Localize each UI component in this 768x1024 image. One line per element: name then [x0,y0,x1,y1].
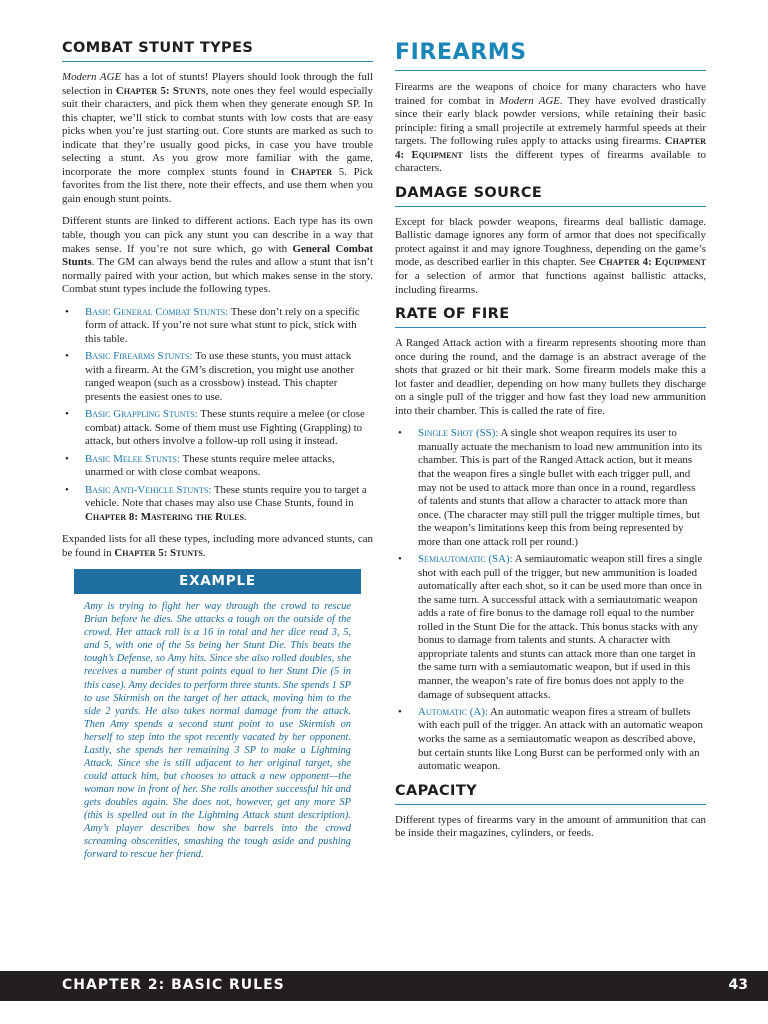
page-footer [0,971,768,1001]
left-column [62,40,373,861]
list-item: • Basic Grappling Stunts: These stunts require a melee (or close combat) attack. Some of them must use Fighting (Grappling) to attack, but others involve a follow-up roll using it instead. [62,408,373,449]
list-item: • Semiautomatic (SA): A semiautomatic weapon still fires a single shot with each pull of the trigger, but new ammunition is loaded automatically after each shot, so it can be used more than once in the same turn. A successful attack with a semiautomatic weapon adds a rate of fire bonus to the damage roll equal to the number rolled in the Stunt Die for the attack. This bonus stacks with any bonus to damage from talents and stunts. A character with appropriate talents and stunts can attack more than one target in the same turn with a semiautomatic weapon, but if used in this manner, the weapon’s rate of fire bonus does not apply to the damage of subsequent attacks. [395,553,706,702]
rate-of-fire-paragraph: A Ranged Attack action with a firearm represents shooting more than once during the round, and the damage is an abstract average of the shots that grazed or hit their mark. Some firearm models make this a lot faster and deadlier, depending on how many bullets they discharge on a single pull of the trigger and how fast they load new ammunition into their chamber. This is called the rate of fire. [395,337,706,417]
firearms-title: FIREARMS [395,40,706,71]
expanded-lists-paragraph: Expanded lists for all these types, including more advanced stunts, can be found in Chapter 5: Stunts. [62,533,373,559]
list-item: • Single Shot (SS): A single shot weapon requires its user to manually actuate the mechanism to load new ammunition into its chamber. This is part of the Ranged Attack action, but it means that the weapon fires a single bullet with each trigger pull, and may not be used to attack more than once in a round, regardless of talents and stunts that allow a character to attack more than once. (The character may still pull the trigger multiple times, but the weapon’s limitations keep this from being represented by more than one attack roll per round.) [395,427,706,549]
combat-stunts-intro-paragraph: Modern AGE has a lot of stunts! Players should look through the full selection in Chapter 5: Stunts, note ones they feel would especially suit their characters, and pick them when they generate enough SP. In this chapter, we’ll stick to combat stunts with low costs that are easy picks when you’re just starting out. Core stunts are marked as such to indicate that they’re usually good picks, in case you have trouble selecting a stunt. As you grow more familiar with the game, incorporate the more complex stunts found in Chapter 5. Pick favorites from the list there, note their effects, and use them when you gain enough stunt points. [62,71,373,205]
damage-source-paragraph: Except for black powder weapons, firearms deal ballistic damage. Ballistic damage ignores any form of armor that does not specifically protect against it and may ignore Toughness, depending on the game’s mode, as described earlier in this chapter. See Chapter 4: Equipment for a selection of armor that functions against ballistic attacks, including firearms. [395,215,707,296]
page-number: 43 [728,977,748,993]
rate-of-fire-list [395,427,706,773]
list-item: • Automatic (A): An automatic weapon fires a stream of bullets with each pull of the trigger. An attack with an automatic weapon works the same as a semiautomatic weapon as described above, but certain stunts like Long Burst can be performed only with an automatic weapon. [395,706,706,774]
list-item: • Basic Firearms Stunts: To use these stunts, you must attack with a firearm. At the GM’s discretion, you might use another ranged weapon (such as a crossbow) instead. This chapter presents the easiest ones to use. [62,350,373,404]
list-item: • Basic Anti-Vehicle Stunts: These stunts require you to target a vehicle. Note that chases may also use Chase Stunts, found in Chapter 8: Mastering the Rules. [62,484,373,525]
damage-source-heading: DAMAGE SOURCE [395,185,706,207]
list-item: • Basic General Combat Stunts: These don’t rely on a specific form of attack. If you’re not sure what stunt to pick, stick with this table. [62,306,373,347]
rate-of-fire-heading: RATE OF FIRE [395,306,706,328]
example-title: EXAMPLE [74,569,361,594]
example-box [74,569,361,861]
list-item: • Basic Melee Stunts: These stunts require melee attacks, unarmed or with close combat weapons. [62,453,373,480]
capacity-paragraph: Different types of firearms vary in the amount of ammunition that can be inside their magazines, cylinders, or feeds. [395,813,706,840]
firearms-intro-paragraph: Firearms are the weapons of choice for many characters who have trained for combat in Modern AGE. They have evolved drastically since their early black powder versions, while retaining their basic principle: firing a small projectile at extremely harmful speeds at their targets. The following rules apply to attacks using firearms. Chapter 4: Equipment lists the different types of firearms available to characters. [395,81,706,175]
combat-stunt-types-heading: COMBAT STUNT TYPES [62,40,373,62]
stunt-actions-paragraph: Different stunts are linked to different actions. Each type has its own table, though you can pick any stunt you can describe in a way that makes sense. If you’re not sure which, go with General Combat Stunts. The GM can always bend the rules and allow a stunt that isn’t normally paired with your action, but which makes sense in the story. Combat stunt types include the following types. [62,215,374,296]
right-column [395,40,706,850]
chapter-title: CHAPTER 2: BASIC RULES [62,977,285,993]
capacity-heading: CAPACITY [395,783,706,805]
example-body [74,594,361,861]
example-text: Amy is trying to fight her way through the crowd to rescue Brian before he dies. She attacks a tough on the outside of the crowd. Her attack roll is a 16 in total and her dice read 3, 5, and 5, with one of the 5s being her Stunt Die. This beats the tough’s Defense, so Amy hits. Since she also rolled doubles, she receives a number of stunt points equal to her Stunt Die (5 in this case). Amy decides to perform three stunts. She spends 1 SP to use Skirmish on the target of her attack, moving him to the side 2 yards. He also takes normal damage from the attack. Then Amy spends a second stunt point to use Skirmish on herself to step into the spot recently vacated by her opponent. Lastly, she spends her remaining 3 SP to make a Lightning Attack. Since she is still adjacent to her original target, she could attack him, but chooses to attack a new opponent—the woman now in front of her. She rolls another successful hit and gets doubles again. She does not, however, get any more SP (this is spelled out in the Lightning Attack stunt description). Amy’s player describes how she barrels into the crowd screaming obscenities, smashing the tough aside and pushing forward to rescue her friend. [84,601,351,861]
stunt-types-list [62,306,373,524]
